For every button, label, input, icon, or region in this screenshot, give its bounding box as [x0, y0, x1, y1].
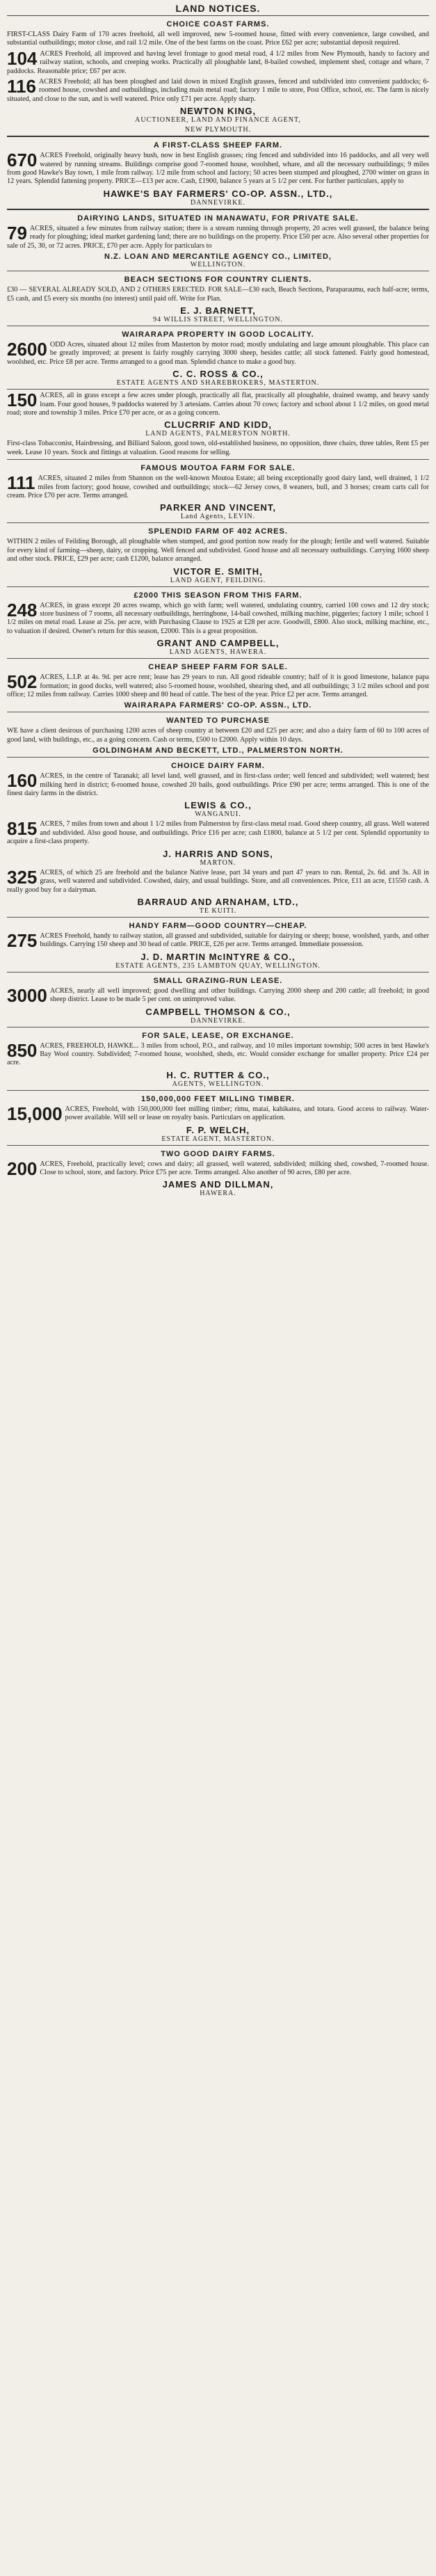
section-heading: A FIRST-CLASS SHEEP FARM.: [153, 141, 283, 150]
ad-text: WE have a client desirous of purchasing 1200 acres of sheep country at between £20 and £25 per acre; and also a dairy farm of 60 to 100 acres of good land, with buildings, etc., as a going concern. Cash or terms, £500 to £2000. Apply within 10 days.: [7, 727, 429, 744]
agent-name: N.Z. LOAN AND MERCANTILE AGENCY CO., LIMITED,: [104, 253, 332, 262]
agent-title: AUCTIONEER, LAND AND FINANCE AGENT,: [135, 116, 301, 125]
agent-name: HAWKE'S BAY FARMERS' CO-OP. ASSN., LTD.,: [103, 188, 333, 199]
agent-town: MARTON.: [200, 858, 236, 867]
ad-text: FIRST-CLASS Dairy Farm of 170 acres freehold, all well improved, new 5-roomed house, fitted with every convenience, large cowshed, and substantial outbuildings; motor close, and rail 1/2 mile. One of the best farms on the coast. Price £62 per acre; substantial deposit required.: [7, 31, 429, 47]
section-heading: CHOICE DAIRY FARM.: [171, 762, 265, 771]
ad-text: 275 ACRES Freehold, handy to railway station, all grassed and subdivided, suitable for dairying or sheep; house, woolshed, yards, and other buildings. Carrying 150 sheep and 30 head of cattle. PRICE, £26 per acre. Terms arranged. Immediate possession.: [7, 929, 429, 951]
agent-town: TE KUITI.: [199, 906, 237, 915]
section-heading: CHOICE COAST FARMS.: [166, 20, 270, 29]
ad-text: First-class Tobacconist, Hairdressing, and Billiard Saloon, good town, old-established business, no opposition, three chairs, three tables, Rent £5 per week. Lease 10 years. Stock and fittings at valuation. Good reasons for selling.: [7, 440, 429, 456]
agent-title: LAND AGENTS, PALMERSTON NORTH.: [145, 430, 291, 438]
divider: [7, 972, 429, 973]
section-heading: DAIRYING LANDS, SITUATED IN MANAWATU, FOR PRIVATE SALE.: [77, 214, 359, 223]
agent-name: GRANT AND CAMPBELL,: [156, 638, 280, 649]
divider: [7, 136, 429, 137]
agent-name: C. C. ROSS & CO.,: [172, 369, 264, 380]
section-heading: FOR SALE, LEASE, OR EXCHANGE.: [142, 1031, 294, 1040]
agent-name: J. HARRIS AND SONS,: [163, 848, 273, 859]
divider: [7, 1090, 429, 1091]
divider: [7, 459, 429, 460]
divider: [7, 658, 429, 659]
ad-text: 150 ACRES, all in grass except a few acres under plough, practically all flat, practically all ploughable, drained swamp, and heavy sandy loam. Four good houses, 9 paddocks watered by 3 artesians. Carries about 70 cows; factory and school about 1 1/2 miles, on good metal road; store and township 3 miles. Price £70 per acre, or as a going concern.: [7, 390, 429, 417]
agent-town: WELLINGTON.: [190, 261, 246, 269]
agent-name: CLUCRRIF AND KIDD,: [164, 419, 272, 431]
agent-name: NEWTON KING,: [179, 106, 257, 117]
agent-name: LEWIS & CO.,: [184, 800, 252, 811]
agent-address: 94 WILLIS STREET, WELLINGTON.: [153, 315, 283, 323]
divider: [7, 586, 429, 587]
ad-text: 502 ACRES, L.I.P. at 4s. 9d. per acre rent; lease has 29 years to run. All good rideable country; half of it is good limestone, balance papa formation; in good docks, well watered; also 5-roomed house, woolshed, shearing shed, and all outbuildings; 3 1/2 miles school and post office; 12 miles from railway. Carries 1000 sheep and 80 head of cattle. The best of the year. Price £2 per acre. Terms arranged.: [7, 671, 429, 699]
ad-text: 3000 ACRES, nearly all well improved; good dwelling and other buildings. Carrying 2000 sheep and 200 cattle; all freehold; in good sheep district. Lease to be made 5 per cent. on unimproved value.: [7, 984, 429, 1006]
ad-text: 850 ACRES, FREEHOLD, HAWKE... 3 miles from school, P.O., and railway, and 10 miles important township; 500 acres in best Hawke's Bay Wool country. Subdivided; 7-roomed house, woolshed, sheds, etc. Would consider exchange for smaller property. Price £24 per acre.: [7, 1039, 429, 1067]
section-heading: BEACH SECTIONS FOR COUNTRY CLIENTS.: [124, 275, 312, 285]
section-heading: TWO GOOD DAIRY FARMS.: [161, 1149, 275, 1158]
ad-text: WITHIN 2 miles of Feilding Borough, all ploughable when stumped, and good portion now ready for the plough; fertile and well watered. Suitable for every kind of farming—sheep, dairy, or cropping. Well fenced and subdivided. Good house and all necessary outbuildings. Carrying 1600 sheep and other stock. PRICE, £29 per acre; cash £1200, balance arranged.: [7, 538, 429, 563]
agent-title: ESTATE AGENTS AND SHAREBROKERS, MASTERTON.: [116, 379, 320, 387]
agent-town: NEW PLYMOUTH.: [184, 126, 252, 134]
ad-text: 670 ACRES Freehold, originally heavy bush, now in best English grasses; ring fenced and subdivided into 16 paddocks, and all very well watered by running streams. Buildings comprise good 7-roomed house, woolshed, whare, and all the necessary outbuildings; 9 miles from good Hawke's Bay town, 1 mile from railway. 1/2 mile from school and factory; 50 acres been stumped and ploughed, 2700 winter on grass in 12 years. Splendid fattening property. PRICE—£13 per acre. Cash, £1900, balance 5 years at 5 1/2 per cent. For further particulars, apply to: [7, 150, 429, 186]
ad-text: 2600 ODD Acres, situated about 12 miles from Masterton by motor road; mostly undulating and large amount ploughable. This place can be greatly improved; at present is fairly roughly carrying 3000 sheep, besides cattle; all stock fattened. Fairly good homestead, woolshed, etc. Price £8 per acre. Terms arranged to a good man. Splendid chance to make a good buy.: [7, 338, 429, 366]
agent-town: DANNEVIRKE.: [190, 1016, 246, 1025]
agent-name: J. D. MARTIN McINTYRE & CO.,: [140, 951, 296, 962]
ad-text: £30 — SEVERAL ALREADY SOLD, AND 2 OTHERS ERECTED. FOR SALE—£30 each, Beach Sections, Paraparaumu, each half-acre; terms, £5 cash, and £5 every six months (no interest) until paid off. Write for Plan.: [7, 286, 429, 303]
agent-title: AGENTS, WELLINGTON.: [172, 1080, 264, 1088]
section-heading: SMALL GRAZING-RUN LEASE.: [153, 976, 283, 985]
agent-town: Land Agents, LEVIN.: [180, 513, 256, 521]
ad-text: 815 ACRES, 7 miles from town and about 1 1/2 miles from Palmerston by first-class metal road. Good sheep country, all grass. Well watered and subdivided. Also good house, and outbuildings. Price £16 per acre; cash £1800, balance at 5 1/2 per cent. Splendid opportunity to acquire a first-class property.: [7, 818, 429, 846]
divider: [7, 389, 429, 390]
divider: [7, 209, 429, 210]
agent-name: H. C. RUTTER & CO.,: [166, 1069, 270, 1080]
agent-name: VICTOR E. SMITH,: [173, 566, 263, 577]
agent-title: LAND AGENT, FEILDING.: [170, 576, 266, 584]
agent-town: HAWERA.: [200, 1190, 236, 1198]
ad-text: 248 ACRES, in grass except 20 acres swamp, which go with farm; well watered, undulating country, carried 100 cows and 12 dry stock; store business of 7 rooms, all necessary outbuildings, herringbone, 14-bail cowshed, milking machine, piggeries; factory 1 mile; school 1 1/2 miles on metal road. Lease at 25s. per acre, with Purchasing Clause to 1925 at £28 per acre. Goodwill, £800. Also stock, milking machine, etc., to valuation if desired. Owner's return for this season, £2000. This is a great proposition.: [7, 599, 429, 635]
agent-name: WAIRARAPA FARMERS' CO-OP. ASSN., LTD.: [124, 701, 312, 710]
section-heading: FAMOUS MOUTOA FARM FOR SALE.: [140, 464, 296, 473]
agent-name: PARKER AND VINCENT,: [159, 502, 277, 513]
agent-name: F. P. WELCH,: [186, 1124, 250, 1135]
section-heading: WAIRARAPA PROPERTY IN GOOD LOCALITY.: [122, 330, 314, 339]
masthead: LAND NOTICES.: [7, 0, 429, 16]
section-heading: HANDY FARM—GOOD COUNTRY—CHEAP.: [129, 921, 307, 930]
agent-name: E. J. BARNETT,: [180, 305, 256, 316]
ad-text: 111 ACRES, situated 2 miles from Shannon on the well-known Moutoa Estate; all being exceptionally good dairy land, well drained, 1 1/2 miles from factory; good house, cowshed and outbuildings; stock—62 Jersey cows, 8 weaners, bull, and 3 horses; cream carts call for cream. Price £70 per acre. Terms arranged.: [7, 472, 429, 499]
agent-title: LAND AGENTS, HAWERA.: [169, 648, 267, 657]
divider: [7, 757, 429, 758]
divider: [7, 917, 429, 918]
agent-name: BARRAUD AND ARNAHAM, LTD.,: [137, 896, 299, 907]
agent-title: ESTATE AGENT, MASTERTON.: [161, 1135, 275, 1143]
ad-text: 160 ACRES, in the centre of Taranaki; all level land, well grassed, and in first-class order; well fenced and subdivided; well watered; best milking herd in district; 6-roomed house, cowshed 20 bails, good outbuildings. Price £90 per acre; terms arranged. This is one of the finest dairy farms in the district.: [7, 770, 429, 798]
ad-text: 104 ACRES Freehold, all improved and having level frontage to good metal road, 4 1/2 miles from New Plymouth, handy to factory and railway station, schools, and creeping works. Practically all ploughable land, 8-bailed cowshed, implement shed, cottage and whare, 7 paddocks. Reasonable price; £67 per acre.: [7, 47, 429, 75]
ad-text: 325 ACRES, of which 25 are freehold and the balance Native lease, part 34 years and part 47 years to run. Rental, 2s. 6d. and 3s. All in grass, well watered and subdivided. Cowshed, dairy, and usual buildings. Store, and all conveniences. Price, £11 an acre, £1550 cash. A really good buy for a dairyman.: [7, 866, 429, 894]
divider: [7, 1145, 429, 1146]
section-heading: CHEAP SHEEP FARM FOR SALE.: [148, 663, 288, 672]
agent-town: DANNEVIRKE.: [190, 198, 246, 207]
section-heading: 150,000,000 FEET MILLING TIMBER.: [141, 1094, 295, 1103]
section-heading: £2000 THIS SEASON FROM THIS FARM.: [134, 591, 302, 600]
section-heading: SPLENDID FARM OF 402 ACRES.: [148, 527, 288, 536]
divider: [7, 522, 429, 523]
ad-text: 79 ACRES, situated a few minutes from railway station; there is a stream running through property, 20 acres well grassed, the balance being ready for ploughing; ideal market gardening land; there are no buildings on the property. Price £50 per acre. Also several other properties for sale of 25, 30, or 72 acres. PRICE, £70 per acre. Apply for particulars to: [7, 222, 429, 250]
newspaper-column: [7, 0, 429, 1197]
ad-text: 15,000 ACRES, Freehold, with 150,000,000 feet milling timber; rimu, matai, kahikatea, and totara. Good access to railway. Water-power available. Will sell or lease on royalty basis. Particulars on application.: [7, 1103, 429, 1124]
section-heading: WANTED TO PURCHASE: [166, 717, 270, 726]
agent-name: GOLDINGHAM AND BECKETT, LTD., PALMERSTON NORTH.: [92, 746, 344, 755]
ad-text: 200 ACRES, Freehold, practically level; cows and dairy; all grassed, well watered, subdivided; milking shed, cowshed, 7-roomed house. Close to school, store, and factory. Price £75 per acre. Terms arranged. Also another of 90 acres, £80 per acre.: [7, 1158, 429, 1179]
agent-town: WANGANUI.: [195, 810, 241, 819]
agent-name: JAMES AND DILLMAN,: [162, 1179, 274, 1190]
agent-title: ESTATE AGENTS, 235 LAMBTON QUAY, WELLINGTON.: [115, 961, 321, 970]
ad-text: 116 ACRES Freehold; all has been ploughed and laid down in mixed English grasses, fenced and subdivided into convenient paddocks; 6-roomed house, cowshed and outbuildings, including main metal road; factory 1 mile to store, Post Office, school, etc. The farm is nicely situated, and close to the sun, and is well watered. Price only £71 per acre. Apply sharp.: [7, 76, 429, 103]
agent-name: CAMPBELL THOMSON & CO.,: [145, 1006, 291, 1017]
